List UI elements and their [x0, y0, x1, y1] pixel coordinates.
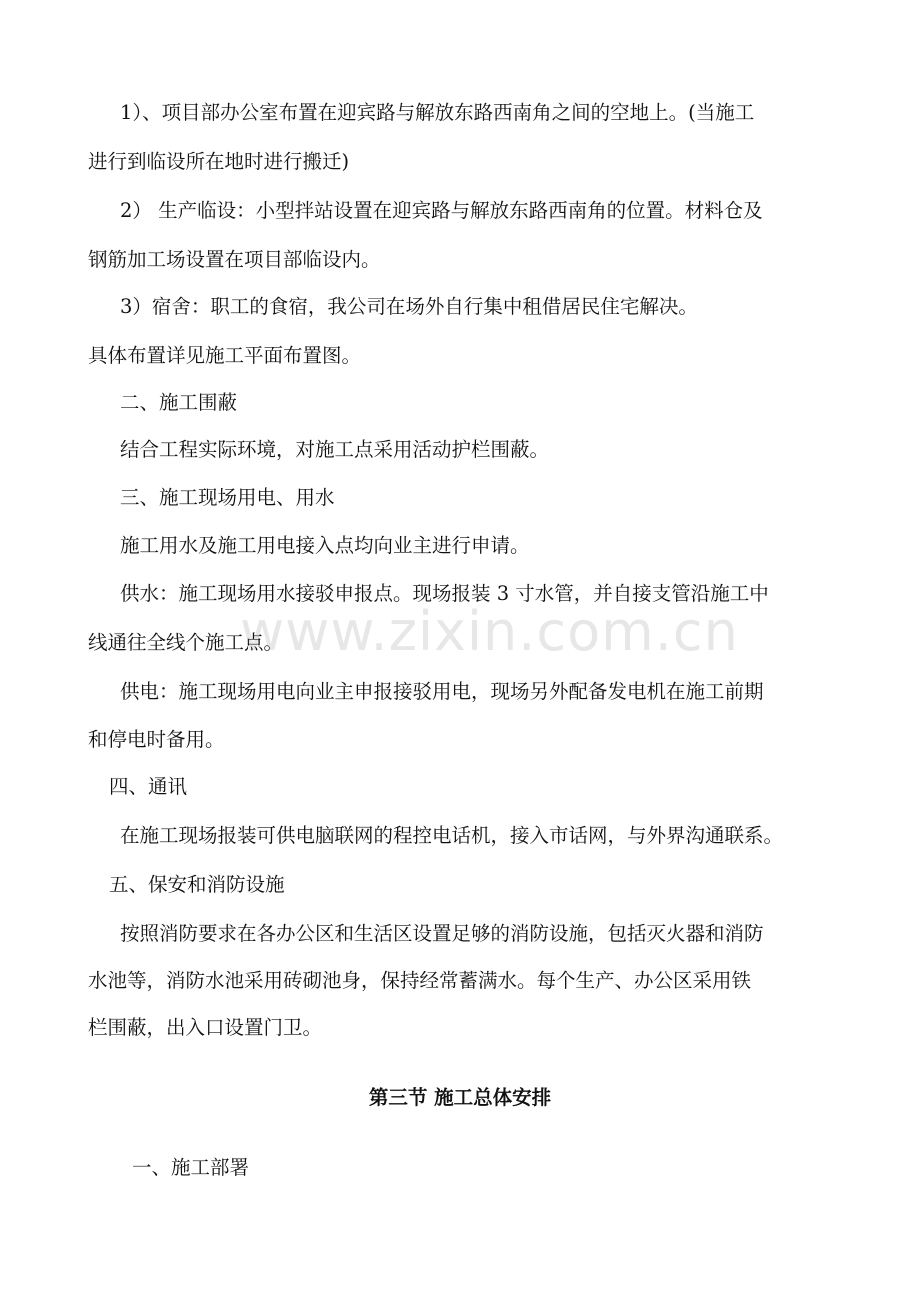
text-line-14: 和停电时备用。	[88, 728, 225, 751]
heading-power-water: 三、施工现场用电、用水	[120, 486, 335, 509]
watermark-text: www.zixin.com.cn	[240, 600, 739, 663]
text-line-12: 线通往全线个施工点。	[88, 631, 284, 654]
text-line-11: 供水：施工现场用水接驳申报点。现场报装 3 寸水管，并自接支管沿施工中	[120, 582, 769, 605]
text-line-4: 钢筋加工场设置在项目部临设内。	[88, 248, 381, 271]
text-line-8: 结合工程实际环境，对施工点采用活动护栏围蔽。	[120, 438, 550, 461]
section-title: 第三节 施工总体安排	[368, 1086, 552, 1109]
text-line-5: 3）宿舍：职工的食宿，我公司在场外自行集中租借居民住宅解决。	[120, 295, 698, 318]
text-line-18: 按照消防要求在各办公区和生活区设置足够的消防设施，包括灭火器和消防	[120, 922, 764, 945]
text-line-3: 2） 生产临设：小型拌站设置在迎宾路与解放东路西南角的位置。材料仓及	[120, 199, 763, 222]
heading-security-fire: 五、保安和消防设施	[109, 873, 285, 896]
text-line-19: 水池等，消防水池采用砖砌池身，保持经常蓄满水。每个生产、办公区采用铁	[88, 969, 752, 992]
text-line-2: 进行到临设所在地时进行搬迁)	[88, 150, 350, 173]
text-line-13: 供电：施工现场用电向业主申报接驳用电，现场另外配备发电机在施工前期	[120, 680, 764, 703]
heading-communication: 四、通讯	[109, 775, 188, 798]
text-line-6: 具体布置详见施工平面布置图。	[88, 344, 362, 367]
text-line-20: 栏围蔽，出入口设置门卫。	[88, 1016, 323, 1039]
text-line-16: 在施工现场报装可供电脑联网的程控电话机，接入市话网，与外界沟通联系。	[120, 824, 784, 847]
text-line-1: 1）、项目部办公室布置在迎宾路与解放东路西南角之间的空地上。(当施工	[120, 101, 755, 124]
heading-enclosure: 二、施工围蔽	[120, 391, 238, 414]
subheading-deployment: 一、施工部署	[132, 1156, 250, 1179]
text-line-10: 施工用水及施工用电接入点均向业主进行申请。	[120, 534, 530, 557]
